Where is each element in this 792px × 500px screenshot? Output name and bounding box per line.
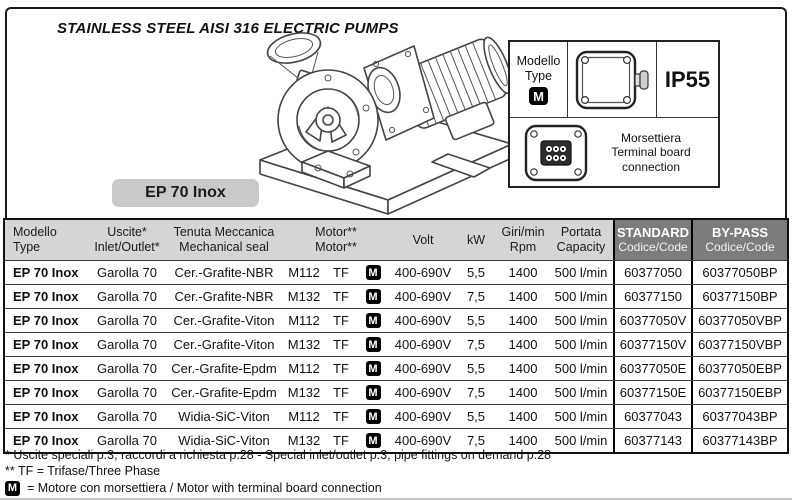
cell-bypass-code: 60377050BP — [691, 261, 787, 284]
motor-type-badge: M — [529, 87, 548, 105]
cell-kw: 7,5 — [466, 337, 486, 352]
cell-motor-size: M112 — [288, 409, 320, 424]
motor-badge-icon: M — [366, 265, 381, 280]
cell-bypass-code: 60377043BP — [691, 405, 787, 428]
cell-bypass-code: 60377150VBP — [691, 333, 787, 356]
cell-outlet: Garolla 70 — [97, 433, 157, 448]
junction-box-icon — [574, 49, 650, 111]
cell-capacity: 500 l/min — [554, 265, 608, 280]
cell-kw: 5,5 — [466, 409, 486, 424]
morsettiera-label — [588, 131, 718, 175]
table-row — [5, 284, 787, 308]
footnote-special-outlet: * Uscite speciali p.3, raccordi a richiesta p.28 - Special inlet/outlet p.3, pipe fittings on demand p.28 — [5, 448, 552, 462]
cell-model: EP 70 Inox — [13, 385, 79, 400]
cell-standard-code: 60377150 — [613, 285, 691, 308]
pump-illustration — [236, 12, 528, 218]
motor-badge-icon: M — [366, 433, 381, 448]
cell-standard-code: 60377050E — [613, 357, 691, 380]
cell-seal: Cer.-Grafite-Epdm — [171, 361, 277, 376]
header-model: Modello Type — [13, 225, 57, 254]
cell-standard-code: 60377150V — [613, 333, 691, 356]
header-capacity: Portata Capacity — [556, 225, 606, 254]
cell-phase: TF — [333, 385, 349, 400]
cell-outlet: Garolla 70 — [97, 361, 157, 376]
cell-capacity: 500 l/min — [554, 361, 608, 376]
cell-outlet: Garolla 70 — [97, 265, 157, 280]
cell-model: EP 70 Inox — [13, 337, 79, 352]
cell-bypass-code: 60377150EBP — [691, 381, 787, 404]
table-header-row — [5, 220, 787, 260]
motor-badge-icon: M — [366, 313, 381, 328]
cell-model: EP 70 Inox — [13, 361, 79, 376]
junction-box-cell — [568, 42, 657, 117]
header-standard-code: STANDARD Codice/Code — [613, 220, 691, 260]
motor-badge-icon: M — [366, 361, 381, 376]
footnote-tf: ** TF = Trifase/Three Phase — [5, 464, 161, 478]
cell-seal: Cer.-Grafite-Viton — [173, 313, 275, 328]
modello-type-cell — [510, 42, 568, 117]
morsettiera-line1: Morsettiera — [620, 130, 682, 145]
cell-rpm: 1400 — [508, 409, 538, 424]
cell-outlet: Garolla 70 — [97, 409, 157, 424]
header-bypass-code: BY-PASS Codice/Code — [691, 220, 787, 260]
morsettiera-line3: connection — [621, 159, 681, 174]
cell-model: EP 70 Inox — [13, 313, 79, 328]
header-volt: Volt — [412, 232, 434, 247]
cell-bypass-code: 60377050EBP — [691, 357, 787, 380]
cell-capacity: 500 l/min — [554, 385, 608, 400]
cell-capacity: 500 l/min — [554, 337, 608, 352]
cell-phase: TF — [333, 289, 349, 304]
morsettiera-line2: Terminal board — [611, 145, 691, 160]
header-seal: Tenuta Meccanica Mechanical seal — [173, 225, 275, 254]
cell-kw: 5,5 — [466, 313, 486, 328]
cell-seal: Cer.-Grafite-Viton — [173, 337, 275, 352]
cell-phase: TF — [333, 265, 349, 280]
cell-model: EP 70 Inox — [13, 409, 79, 424]
cell-volt: 400-690V — [394, 313, 452, 328]
cell-motor-size: M112 — [288, 361, 320, 376]
cell-volt: 400-690V — [394, 385, 452, 400]
cell-motor-badge — [355, 357, 391, 380]
cell-rpm: 1400 — [508, 313, 538, 328]
ip-rating: IP55 — [664, 66, 711, 92]
cell-seal: Widia-SiC-Viton — [178, 433, 270, 448]
footnote-motor-badge — [5, 480, 551, 496]
cell-motor-size: M112 — [288, 313, 320, 328]
footnote-motor-text: = Motore con morsettiera / Motor with terminal board connection — [27, 481, 382, 495]
motor-info-box — [508, 40, 720, 188]
cell-volt: 400-690V — [394, 265, 452, 280]
spec-table — [3, 218, 789, 454]
header-outlet: Uscite* Inlet/Outlet* — [94, 225, 160, 254]
cell-rpm: 1400 — [508, 289, 538, 304]
cell-phase: TF — [333, 361, 349, 376]
info-box-top-row — [510, 42, 718, 118]
type-label: Type — [524, 69, 553, 83]
cell-kw: 7,5 — [466, 289, 486, 304]
terminal-board-cell — [524, 124, 588, 182]
cell-rpm: 1400 — [508, 265, 538, 280]
cell-outlet: Garolla 70 — [97, 289, 157, 304]
cell-motor-size: M132 — [287, 433, 321, 448]
terminal-board-icon — [524, 124, 588, 182]
cell-bypass-code: 60377143BP — [691, 429, 787, 452]
model-name-pill: EP 70 Inox — [112, 179, 259, 207]
cell-standard-code: 60377143 — [613, 429, 691, 452]
cell-standard-code: 60377050 — [613, 261, 691, 284]
cell-motor-badge — [355, 261, 391, 284]
motor-badge-icon: M — [366, 385, 381, 400]
cell-capacity: 500 l/min — [554, 433, 608, 448]
motor-badge-icon: M — [366, 409, 381, 424]
cell-model: EP 70 Inox — [13, 289, 79, 304]
header-motor: Motor** Motor** — [315, 225, 357, 254]
table-row — [5, 380, 787, 404]
cell-kw: 5,5 — [466, 265, 486, 280]
table-row — [5, 356, 787, 380]
cell-seal: Cer.-Grafite-NBR — [174, 289, 274, 304]
cell-motor-badge — [355, 309, 391, 332]
motor-badge-icon: M — [5, 481, 20, 496]
motor-badge-icon: M — [366, 337, 381, 352]
table-body — [5, 260, 787, 452]
cell-volt: 400-690V — [394, 289, 452, 304]
cell-kw: 7,5 — [466, 433, 486, 448]
cell-seal: Widia-SiC-Viton — [178, 409, 270, 424]
cell-motor-size: M132 — [287, 337, 321, 352]
cell-model: EP 70 Inox — [13, 265, 79, 280]
cell-motor-size: M132 — [287, 385, 321, 400]
page-title: STAINLESS STEEL AISI 316 ELECTRIC PUMPS — [57, 20, 399, 37]
header-rpm: Giri/min Rpm — [501, 225, 545, 254]
modello-label: Modello — [516, 54, 561, 68]
cell-motor-badge — [355, 381, 391, 404]
cell-motor-badge — [355, 333, 391, 356]
cell-bypass-code: 60377150BP — [691, 285, 787, 308]
cell-phase: TF — [333, 409, 349, 424]
cell-rpm: 1400 — [508, 337, 538, 352]
cell-volt: 400-690V — [394, 337, 452, 352]
cell-capacity: 500 l/min — [554, 409, 608, 424]
cell-rpm: 1400 — [508, 361, 538, 376]
cell-seal: Cer.-Grafite-Epdm — [171, 385, 277, 400]
table-row — [5, 332, 787, 356]
cell-motor-badge — [355, 285, 391, 308]
cell-volt: 400-690V — [394, 361, 452, 376]
cell-motor-size: M112 — [288, 265, 320, 280]
cell-motor-size: M132 — [287, 289, 321, 304]
cell-rpm: 1400 — [508, 385, 538, 400]
motor-badge-icon: M — [366, 289, 381, 304]
cell-phase: TF — [333, 313, 349, 328]
cell-capacity: 500 l/min — [554, 313, 608, 328]
cell-phase: TF — [333, 337, 349, 352]
cell-outlet: Garolla 70 — [97, 385, 157, 400]
pump-drawing-svg — [236, 12, 528, 218]
cell-volt: 400-690V — [394, 433, 452, 448]
cell-model: EP 70 Inox — [13, 433, 79, 448]
cell-standard-code: 60377043 — [613, 405, 691, 428]
cell-kw: 5,5 — [466, 361, 486, 376]
cell-phase: TF — [333, 433, 349, 448]
cell-rpm: 1400 — [508, 433, 538, 448]
header-kw: kW — [466, 232, 486, 247]
cell-standard-code: 60377050V — [613, 309, 691, 332]
table-row — [5, 260, 787, 284]
cell-motor-badge — [355, 405, 391, 428]
table-row — [5, 404, 787, 428]
info-box-bottom-row — [510, 118, 718, 187]
cell-outlet: Garolla 70 — [97, 313, 157, 328]
table-row — [5, 308, 787, 332]
cell-volt: 400-690V — [394, 409, 452, 424]
cell-kw: 7,5 — [466, 385, 486, 400]
cell-standard-code: 60377150E — [613, 381, 691, 404]
cell-capacity: 500 l/min — [554, 289, 608, 304]
cell-bypass-code: 60377050VBP — [691, 309, 787, 332]
footnotes — [5, 447, 551, 496]
cell-seal: Cer.-Grafite-NBR — [174, 265, 274, 280]
cell-outlet: Garolla 70 — [97, 337, 157, 352]
